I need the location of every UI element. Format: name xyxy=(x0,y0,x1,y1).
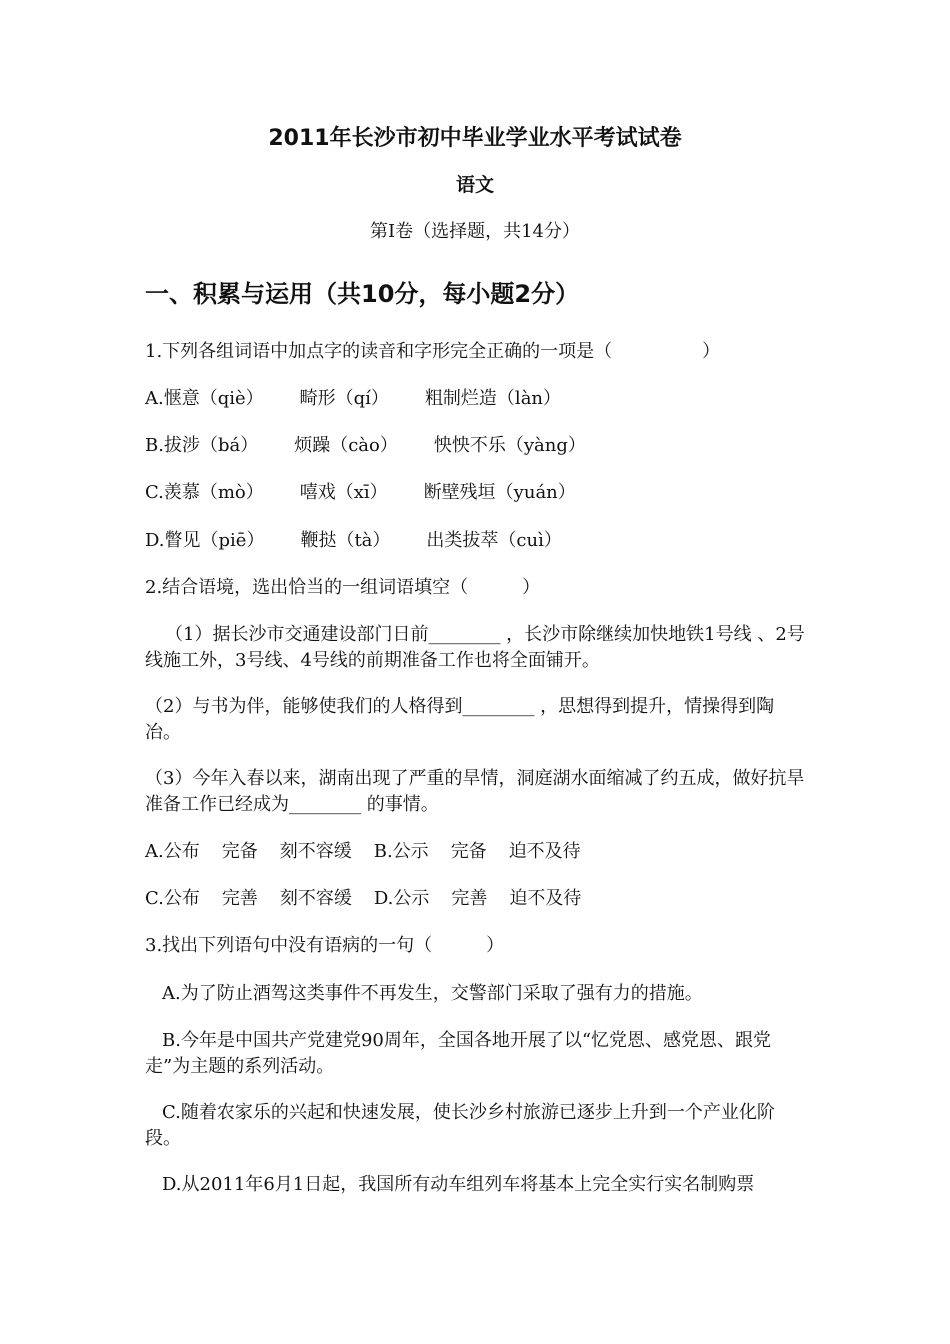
q1-c-1: C.羡慕（mò） xyxy=(145,482,264,503)
exam-title: 2011年长沙市初中毕业学业水平考试试卷 xyxy=(268,126,682,151)
q3-option-b: B.今年是中国共产党建党90周年，全国各地开展了以“忆党恩、感党恩、跟党走”为主题的系列活动。 xyxy=(145,1030,772,1077)
q2-opt-d-3: 迫不及待 xyxy=(509,888,582,909)
subject-title: 语文 xyxy=(455,174,494,196)
q1-stem: 1.下列各组词语中加点字的读音和字形完全正确的一项是（ ） xyxy=(145,341,721,362)
q3-stem: 3.找出下列语句中没有语病的一句（ ） xyxy=(145,935,505,956)
q3-option-c: C.随着农家乐的兴起和快速发展，使长沙乡村旅游已逐步上升到一个产业化阶段。 xyxy=(145,1102,775,1149)
q1-d-2: 鞭挞（tà） xyxy=(300,530,391,551)
q1-option-d xyxy=(145,528,810,554)
q1-option-a xyxy=(145,386,810,412)
q1-option-c xyxy=(145,480,810,506)
q2-options-row-1 xyxy=(145,839,810,865)
q2-sentence-3: （3）今年入春以来，湖南出现了严重的旱情，洞庭湖水面缩减了约五成，做好抗旱准备工作已经成为________ 的事情。 xyxy=(145,768,805,815)
q1-option-b xyxy=(145,433,810,459)
q2-opt-a-1: A.公布 xyxy=(145,841,200,862)
q2-opt-b-2: 完备 xyxy=(450,841,487,862)
q2-opt-b-3: 迫不及待 xyxy=(508,841,581,862)
q1-c-3: 断壁残垣（yuán） xyxy=(423,482,576,503)
q2-opt-d-2: 完善 xyxy=(451,888,488,909)
q1-b-1: B.拔涉（bá） xyxy=(145,435,259,456)
q2-opt-c-2: 完善 xyxy=(221,888,258,909)
q1-a-1: A.惬意（qiè） xyxy=(145,388,264,409)
q2-opt-c-3: 刻不容缓 xyxy=(279,888,352,909)
q2-opt-b-1: B.公示 xyxy=(373,841,429,862)
q1-d-1: D.瞥见（piē） xyxy=(145,530,265,551)
q2-opt-a-2: 完备 xyxy=(221,841,258,862)
q2-options-row-2 xyxy=(145,886,810,912)
q1-b-2: 烦躁（cào） xyxy=(294,435,398,456)
q2-sentence-2: （2）与书为伴，能够使我们的人格得到________ ，思想得到提升，情操得到陶冶。 xyxy=(145,696,775,743)
q1-c-2: 嘻戏（xī） xyxy=(299,482,388,503)
q1-a-3: 粗制烂造（làn） xyxy=(424,388,562,409)
volume-title: 第Ⅰ卷（选择题，共14分） xyxy=(369,221,580,242)
q2-sentence-1: （1）据长沙市交通建设部门日前________ ，长沙市除继续加快地铁1号线 、2号线施工外，3号线、4号线的前期准备工作也将全面铺开。 xyxy=(145,624,805,671)
q2-opt-a-3: 刻不容缓 xyxy=(279,841,352,862)
q1-a-2: 畸形（qí） xyxy=(299,388,389,409)
q2-stem: 2.结合语境，选出恰当的一组词语填空（ ） xyxy=(145,577,541,598)
section-heading: 一、积累与运用（共10分，每小题2分） xyxy=(145,280,580,308)
q2-opt-d-1: D.公示 xyxy=(373,888,430,909)
q3-option-a: A.为了防止酒驾这类事件不再发生，交警部门采取了强有力的措施。 xyxy=(162,983,703,1004)
q1-d-3: 出类拔萃（cuì） xyxy=(426,530,562,551)
q2-opt-c-1: C.公布 xyxy=(145,888,200,909)
q3-option-d: D.从2011年6月1日起，我国所有动车组列车将基本上完全实行实名制购票 xyxy=(162,1174,755,1195)
q1-b-3: 怏怏不乐（yàng） xyxy=(433,435,586,456)
